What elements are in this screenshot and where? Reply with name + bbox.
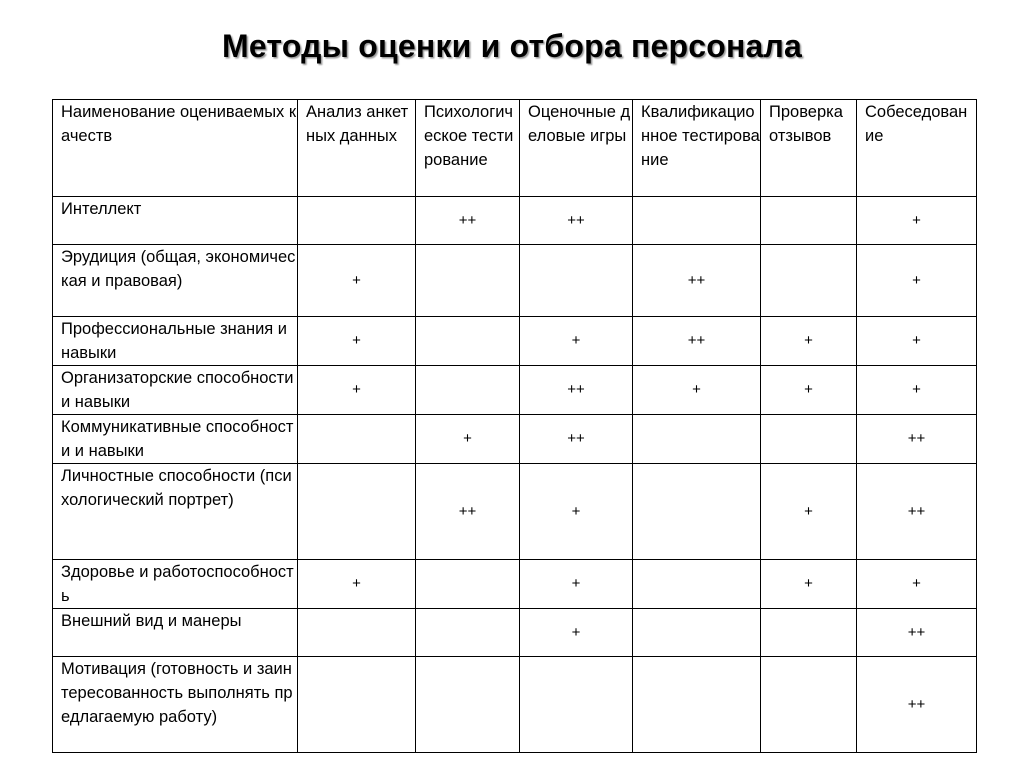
mark-cell: +: [857, 245, 977, 317]
mark-cell: ++: [857, 657, 977, 753]
mark-cell: +: [520, 560, 633, 609]
column-header: Проверка отзывов: [761, 100, 857, 197]
mark-cell: [633, 415, 761, 464]
mark-cell: +: [857, 197, 977, 245]
mark-cell: +: [298, 245, 416, 317]
mark-cell: [761, 415, 857, 464]
column-header: Квалификационное тестирование: [633, 100, 761, 197]
mark-cell: ++: [857, 415, 977, 464]
mark-cell: [761, 245, 857, 317]
mark-cell: [633, 657, 761, 753]
mark-cell: [416, 657, 520, 753]
quality-cell: Мотивация (готовность и заинтересованность выполнять предлагаемую работу): [53, 657, 298, 753]
mark-cell: ++: [633, 317, 761, 366]
mark-cell: [761, 197, 857, 245]
mark-cell: ++: [416, 197, 520, 245]
mark-cell: ++: [520, 366, 633, 415]
mark-cell: [416, 317, 520, 366]
quality-cell: Организаторские способности и навыки: [53, 366, 298, 415]
quality-cell: Интеллект: [53, 197, 298, 245]
quality-cell: Здоровье и работоспособность: [53, 560, 298, 609]
mark-cell: [633, 197, 761, 245]
mark-cell: +: [298, 366, 416, 415]
mark-cell: ++: [857, 464, 977, 560]
mark-cell: [520, 657, 633, 753]
table-row: [53, 197, 977, 245]
methods-table: [52, 99, 977, 753]
mark-cell: [633, 464, 761, 560]
quality-cell: Личностные способности (психологический портрет): [53, 464, 298, 560]
mark-cell: ++: [857, 609, 977, 657]
mark-cell: ++: [520, 197, 633, 245]
quality-cell: Внешний вид и манеры: [53, 609, 298, 657]
mark-cell: +: [857, 317, 977, 366]
mark-cell: [298, 464, 416, 560]
mark-cell: [298, 197, 416, 245]
mark-cell: +: [520, 464, 633, 560]
mark-cell: [633, 560, 761, 609]
mark-cell: ++: [633, 245, 761, 317]
mark-cell: [761, 657, 857, 753]
mark-cell: +: [298, 317, 416, 366]
column-header: Оценочные деловые игры: [520, 100, 633, 197]
mark-cell: +: [633, 366, 761, 415]
mark-cell: [416, 366, 520, 415]
mark-cell: [416, 609, 520, 657]
column-header: Психологическое тестирование: [416, 100, 520, 197]
mark-cell: [298, 609, 416, 657]
mark-cell: [416, 560, 520, 609]
mark-cell: [298, 657, 416, 753]
header-row: [53, 100, 977, 197]
mark-cell: +: [298, 560, 416, 609]
mark-cell: +: [416, 415, 520, 464]
mark-cell: [298, 415, 416, 464]
table-row: [53, 317, 977, 366]
mark-cell: ++: [520, 415, 633, 464]
column-header: Наименование оцениваемых качеств: [53, 100, 298, 197]
mark-cell: [633, 609, 761, 657]
column-header: Анализ анкетных данных: [298, 100, 416, 197]
mark-cell: +: [761, 464, 857, 560]
quality-cell: Профессиональные знания и навыки: [53, 317, 298, 366]
mark-cell: +: [520, 609, 633, 657]
quality-cell: Эрудиция (общая, экономическая и правовая): [53, 245, 298, 317]
page-title: Методы оценки и отбора персонала: [221, 28, 803, 64]
table-row: [53, 245, 977, 317]
table-row: [53, 609, 977, 657]
mark-cell: +: [761, 560, 857, 609]
quality-cell: Коммуникативные способности и навыки: [53, 415, 298, 464]
mark-cell: ++: [416, 464, 520, 560]
table-row: [53, 657, 977, 753]
table-row: [53, 560, 977, 609]
mark-cell: +: [520, 317, 633, 366]
table-row: [53, 415, 977, 464]
table-row: [53, 366, 977, 415]
mark-cell: +: [857, 560, 977, 609]
mark-cell: [520, 245, 633, 317]
mark-cell: [761, 609, 857, 657]
mark-cell: +: [761, 317, 857, 366]
mark-cell: +: [857, 366, 977, 415]
column-header: Собеседование: [857, 100, 977, 197]
table-row: [53, 464, 977, 560]
mark-cell: [416, 245, 520, 317]
mark-cell: +: [761, 366, 857, 415]
